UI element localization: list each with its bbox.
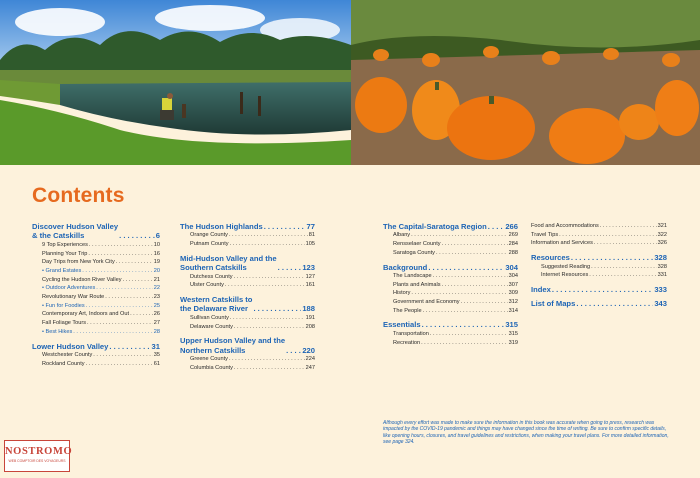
leader-dots <box>461 298 508 307</box>
entry-title: Revolutionary War Route <box>42 294 105 301</box>
section-page: 31 <box>151 341 160 351</box>
entry-title: Rensselaer County <box>393 241 441 248</box>
leader-dots <box>278 263 302 272</box>
entry-title: Internet Resources <box>541 272 589 279</box>
section-title: Essentials <box>383 320 421 330</box>
leader-dots <box>234 364 305 373</box>
toc-entry[interactable] <box>531 222 667 231</box>
toc-entry[interactable] <box>383 330 518 339</box>
leader-dots <box>571 253 653 262</box>
entry-page: 161 <box>305 282 315 289</box>
toc-entry[interactable] <box>383 272 518 281</box>
leader-dots <box>253 304 301 313</box>
pond-photo <box>0 0 351 165</box>
entry-title: Albany <box>393 232 411 239</box>
entry-title: Travel Tips <box>531 231 559 238</box>
section-title: The Capital-Saratoga Region <box>383 222 487 231</box>
leader-dots <box>589 271 656 280</box>
entry-page: 26 <box>153 311 160 318</box>
entry-page: 304 <box>508 272 518 279</box>
toc-entry[interactable] <box>531 231 667 240</box>
entry-page: 28 <box>153 328 160 335</box>
toc-entry[interactable] <box>383 249 518 258</box>
toc-entry[interactable] <box>383 298 518 307</box>
logo-name: NOSTROMO <box>5 446 73 457</box>
leader-dots <box>552 285 653 294</box>
section-title: Western Catskills to the Delaware River <box>180 295 253 314</box>
entry-page: 307 <box>508 281 518 288</box>
toc-entry[interactable] <box>32 310 160 319</box>
entry-title: Planning Your Trip <box>42 250 88 257</box>
toc-column <box>32 222 160 373</box>
leader-dots <box>230 240 305 249</box>
leader-dots <box>411 289 507 298</box>
entry-page: 208 <box>305 323 315 330</box>
toc-section[interactable] <box>180 222 315 231</box>
toc-column <box>180 222 315 377</box>
section-page: 328 <box>654 253 667 263</box>
leader-dots <box>87 319 153 328</box>
leader-dots <box>116 258 153 267</box>
leader-dots <box>86 360 153 369</box>
logo-tagline: WEB COMPTOIR DES VOYAGEURS <box>8 459 66 463</box>
entry-page: 23 <box>153 294 160 301</box>
toc-entry[interactable] <box>32 360 160 369</box>
toc-entry[interactable] <box>32 267 160 276</box>
entry-page: 247 <box>305 364 315 371</box>
entry-title: • Grand Estates <box>42 267 82 274</box>
entry-page: 284 <box>508 241 518 248</box>
entry-title: Contemporary Art, Indoors and Out <box>42 311 130 318</box>
toc-entry[interactable] <box>32 276 160 285</box>
leader-dots <box>428 263 504 272</box>
leader-dots <box>594 239 657 248</box>
leader-dots <box>96 284 152 293</box>
entry-page: 127 <box>305 273 315 280</box>
toc-entry[interactable] <box>32 250 160 259</box>
toc-entry[interactable] <box>180 231 315 240</box>
pumpkin-photo <box>351 0 700 165</box>
leader-dots <box>230 314 305 323</box>
entry-title: The Landscape <box>393 272 432 279</box>
toc-entry[interactable] <box>531 239 667 248</box>
toc-entry[interactable] <box>383 231 518 240</box>
entry-title: Food and Accommodations <box>531 223 599 229</box>
toc-entry[interactable] <box>180 355 315 364</box>
toc-section[interactable] <box>180 295 315 314</box>
entry-title: Plants and Animals <box>393 281 441 288</box>
toc-section[interactable] <box>180 336 315 355</box>
section-title: Discover Hudson Valley & the Catskills <box>32 222 119 241</box>
entry-page: 328 <box>657 263 667 270</box>
leader-dots <box>82 267 152 276</box>
section-page: 188 <box>302 304 315 314</box>
toc-section[interactable] <box>531 253 667 262</box>
leader-dots <box>229 355 305 364</box>
toc-entry[interactable] <box>180 323 315 332</box>
entry-page: 25 <box>153 302 160 309</box>
entry-page: 16 <box>153 250 160 257</box>
page-title: Contents <box>32 184 125 207</box>
entry-title: Westchester County <box>42 351 93 358</box>
toc-entry[interactable] <box>383 289 518 298</box>
toc-section[interactable] <box>32 222 160 241</box>
leader-dots <box>559 231 657 240</box>
leader-dots <box>430 330 508 339</box>
entry-title: • Best Hikes <box>42 328 73 335</box>
toc-entry[interactable] <box>383 307 518 316</box>
leader-dots <box>286 346 301 355</box>
section-title: Mid-Hudson Valley and the Southern Catskills <box>180 253 277 273</box>
entry-title: Fall Foliage Tours <box>42 320 87 327</box>
section-page: 266 <box>505 222 518 231</box>
toc-entry[interactable] <box>32 351 160 360</box>
entry-title: Orange County <box>190 232 228 239</box>
toc-entry[interactable] <box>32 241 160 250</box>
entry-title: Delaware County <box>190 323 233 330</box>
toc-entry[interactable] <box>180 364 315 373</box>
entry-title: Sullivan County <box>190 314 229 321</box>
toc-entry[interactable] <box>383 281 518 290</box>
entry-page: 22 <box>153 285 160 292</box>
entry-title: • Outdoor Adventures <box>42 285 96 292</box>
leader-dots <box>600 222 657 231</box>
entry-page: 322 <box>657 231 667 238</box>
leader-dots <box>234 273 305 282</box>
entry-title: • Fun for Foodies <box>42 302 85 309</box>
leader-dots <box>264 222 306 231</box>
entry-page: 21 <box>153 276 160 283</box>
leader-dots <box>225 281 305 290</box>
toc-entry[interactable] <box>32 258 160 267</box>
section-page: 315 <box>505 320 518 330</box>
section-title: Upper Hudson Valley and the Northern Catskills <box>180 336 286 355</box>
entry-title: Day Trips from New York City <box>42 259 115 266</box>
toc-entry[interactable] <box>180 281 315 290</box>
entry-page: 27 <box>153 320 160 327</box>
toc-entry[interactable] <box>180 240 315 249</box>
entry-page: 312 <box>508 299 518 306</box>
toc-section[interactable] <box>383 320 518 329</box>
leader-dots <box>423 307 508 316</box>
section-page: 304 <box>505 262 518 272</box>
entry-page: 314 <box>508 307 518 314</box>
entry-title: Rockland County <box>42 360 85 367</box>
entry-page: 269 <box>508 232 518 239</box>
leader-dots <box>436 249 508 258</box>
leader-dots <box>93 351 153 360</box>
toc-entry[interactable] <box>531 263 667 272</box>
entry-title: Cycling the Hudson River Valley <box>42 276 122 283</box>
entry-page: 191 <box>305 314 315 321</box>
toc-entry[interactable] <box>32 319 160 328</box>
entry-page: 319 <box>508 339 518 346</box>
entry-title: Government and Economy <box>393 299 460 306</box>
leader-dots <box>86 302 153 311</box>
toc-column <box>531 222 667 314</box>
toc-section[interactable] <box>180 254 315 273</box>
leader-dots <box>130 310 153 319</box>
toc-entry[interactable] <box>180 314 315 323</box>
leader-dots <box>422 320 505 329</box>
entry-title: Ulster County <box>190 282 224 289</box>
entry-page: 19 <box>153 259 160 266</box>
entry-title: Saratoga County <box>393 249 435 256</box>
entry-page: 20 <box>153 267 160 274</box>
header-photos <box>0 0 700 165</box>
entry-title: Greene County <box>190 356 228 363</box>
toc-entry[interactable] <box>32 293 160 302</box>
entry-title: History <box>393 290 411 297</box>
section-title: Background <box>383 262 428 272</box>
section-title: Lower Hudson Valley <box>32 341 109 351</box>
disclaimer-note: Although every effort was made to make sure the information in this book was accurate when going to press, research was impacted by the COVID-19 pandemic and things may have changed since the time of writing. Be sure to confirm specific details, like opening hours, closures, and travel guidelines and restrictions, when making your travel plans. For more detailed information, see page 324. <box>383 420 669 446</box>
section-page: 123 <box>302 263 315 273</box>
toc-section[interactable] <box>383 263 518 272</box>
leader-dots <box>488 222 505 231</box>
toc-entry[interactable] <box>32 302 160 311</box>
leader-dots <box>421 339 508 348</box>
entry-page: 321 <box>657 223 667 229</box>
toc-entry[interactable] <box>531 271 667 280</box>
toc-column <box>383 222 518 352</box>
entry-page: 326 <box>657 240 667 247</box>
entry-title: 9 Top Experiences <box>42 241 88 248</box>
leader-dots <box>109 342 150 351</box>
entry-title: Dutchess County <box>190 273 233 280</box>
leader-dots <box>576 299 653 308</box>
leader-dots <box>89 241 153 250</box>
entry-page: 331 <box>657 272 667 279</box>
leader-dots <box>591 263 657 272</box>
toc-section[interactable] <box>531 285 667 294</box>
section-page: 220 <box>302 345 315 355</box>
leader-dots <box>442 240 508 249</box>
entry-title: Information and Services <box>531 240 593 247</box>
entry-title: Transportation <box>393 330 429 337</box>
leader-dots <box>411 231 508 240</box>
entry-page: 309 <box>508 290 518 297</box>
section-title: The Hudson Highlands <box>180 222 263 231</box>
toc-section[interactable] <box>531 299 667 308</box>
entry-title: Suggested Reading <box>541 263 591 270</box>
leader-dots <box>234 323 305 332</box>
entry-page: 10 <box>153 241 160 248</box>
entry-title: Putnam County <box>190 241 229 248</box>
entry-page: 315 <box>508 330 518 337</box>
entry-title: The People <box>393 307 422 314</box>
section-page: 6 <box>155 231 160 241</box>
leader-dots <box>119 231 155 240</box>
toc-entry[interactable] <box>383 240 518 249</box>
leader-dots <box>442 281 508 290</box>
section-title: List of Maps <box>531 299 576 309</box>
entry-title: Columbia County <box>190 364 233 371</box>
leader-dots <box>433 272 508 281</box>
leader-dots <box>88 250 152 259</box>
entry-page: 224 <box>305 356 315 363</box>
section-page: 343 <box>654 299 667 309</box>
leader-dots <box>229 231 308 240</box>
leader-dots <box>105 293 152 302</box>
toc-section[interactable] <box>383 222 518 231</box>
entry-page: 288 <box>508 249 518 256</box>
entry-page: 81 <box>308 232 315 239</box>
entry-title: Recreation <box>393 339 421 346</box>
section-title: Resources <box>531 253 570 263</box>
leader-dots <box>73 328 153 337</box>
entry-page: 35 <box>153 351 160 358</box>
section-page: 333 <box>654 284 667 294</box>
toc-entry[interactable] <box>32 328 160 337</box>
entry-page: 105 <box>305 241 315 248</box>
toc-section[interactable] <box>32 342 160 351</box>
section-title: Index <box>531 284 551 294</box>
toc-entry[interactable] <box>180 273 315 282</box>
nostromo-logo <box>4 440 73 472</box>
entry-page: 61 <box>153 360 160 367</box>
section-page: 77 <box>306 222 315 231</box>
toc-entry[interactable] <box>383 339 518 348</box>
toc-entry[interactable] <box>32 284 160 293</box>
leader-dots <box>123 276 153 285</box>
